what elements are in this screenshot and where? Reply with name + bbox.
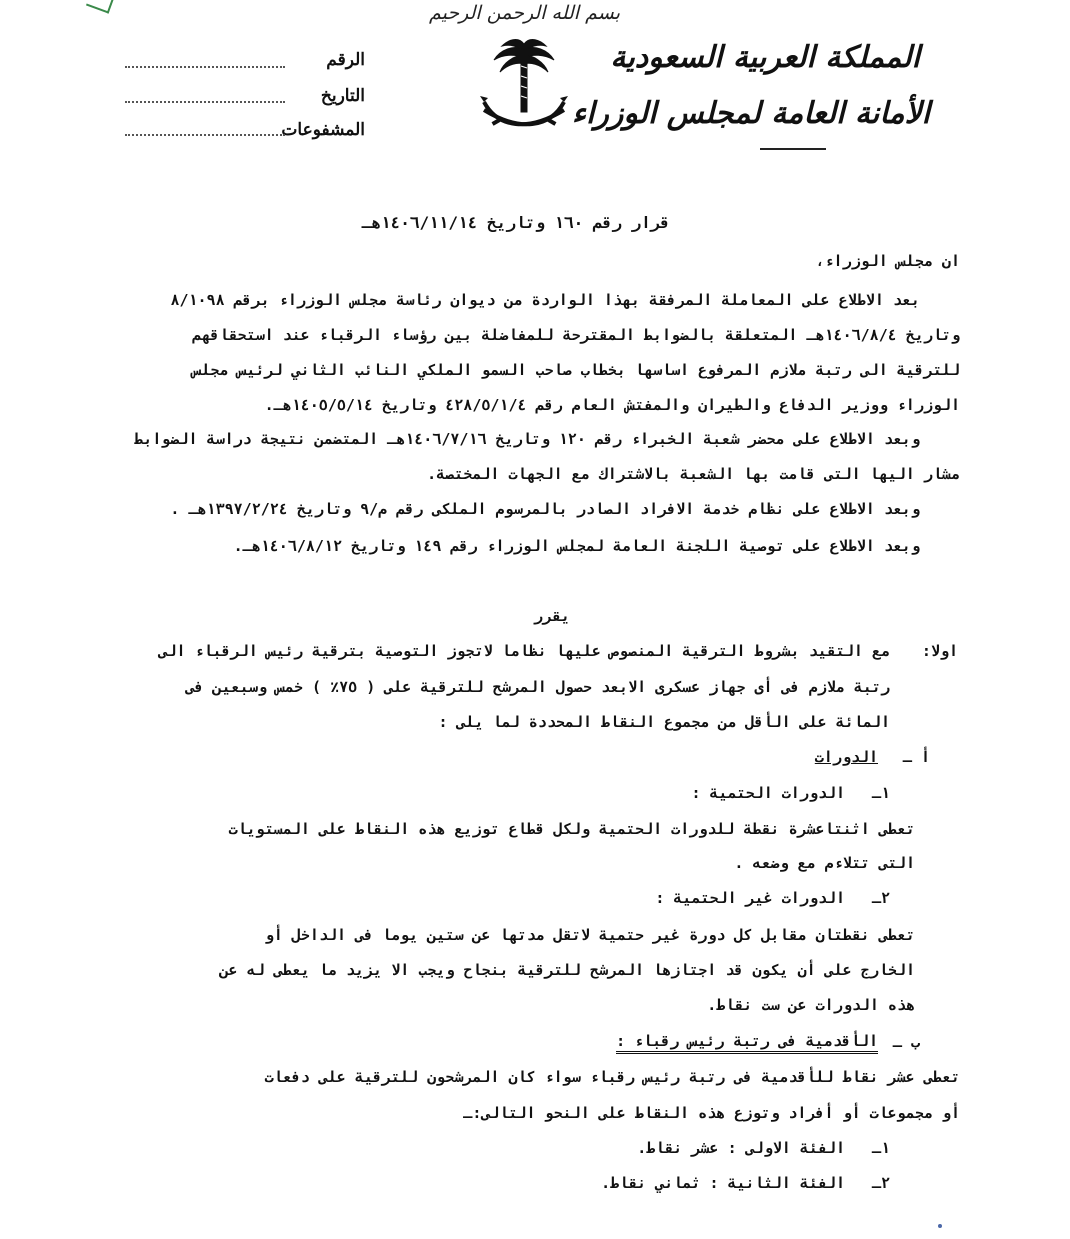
green-corner-mark — [86, 0, 114, 14]
header-rule — [760, 148, 826, 150]
category-number: ٢ـ — [871, 1174, 890, 1192]
recital-line: وبعد الاطلاع على توصية اللجنة العامة لمجلس الوزراء رقم ١٤٩ وتاريخ ١٤٠٦/٨/١٢هـ. — [233, 537, 920, 555]
item-number: ٢ـ — [871, 889, 890, 907]
section-a-title: الدورات — [814, 748, 878, 766]
section-b-line: تعطى عشر نقاط للأقدمية فى رتبة رئيس رقباء سواء كان المرشحون للترقية على دفعات — [264, 1068, 960, 1086]
ref-date-field — [125, 101, 285, 103]
item-number: ١ـ — [871, 784, 890, 802]
article-first-label: اولا: — [921, 642, 958, 660]
item-line: التى تتلاءم مع وضعه . — [734, 854, 915, 872]
ref-date-label: التاريخ — [320, 86, 365, 106]
recital-line: الوزراء ووزير الدفاع والطيران والمفتش العام رقم ٤٢٨/٥/١/٤ وتاريخ ١٤٠٥/٥/١٤هـ. — [264, 396, 960, 414]
basmala: بسم الله الرحمن الرحيم — [429, 2, 620, 24]
item-line: الخارج على أن يكون قد اجتازها المرشح للترقية بنجاح ويجب الا يزيد ما يعطى له عن — [219, 961, 915, 979]
recital-line: وبعد الاطلاع على محضر شعبة الخبراء رقم ١٢٠ وتاريخ ١٤٠٦/٧/١٦هـ المتضمن نتيجة دراسة الضوابط — [134, 430, 920, 448]
section-b-label: ب ـ — [892, 1033, 920, 1051]
recital-line: بعد الاطلاع على المعاملة المرفقة بهذا الواردة من ديوان رئاسة مجلس الوزراء برقم ٨/١٠٩٨ — [170, 291, 920, 309]
item-line: تعطى اثنتاعشرة نقطة للدورات الحتمية ولكل قطاع توزيع هذه النقاط على المستويات — [228, 820, 915, 838]
article-first-line: مع التقيد بشروط الترقية المنصوص عليها نظاما لاتجوز التوصية بترقية رئيس الرقباء الى — [158, 642, 890, 660]
saudi-emblem-icon — [478, 36, 570, 140]
ref-number-field — [125, 66, 285, 68]
recital-line: وتاريخ ١٤٠٦/٨/٤هـ المتعلقة بالضوابط المقترحة للمفاضلة بين رؤساء الرقباء عند استحقاقهم — [192, 326, 960, 344]
kingdom-name: المملكة العربية السعودية — [610, 40, 920, 75]
item-line: هذه الدورات عن ست نقاط. — [707, 996, 915, 1014]
section-b-title: الأقدمية فى رتبة رئيس رقباء : — [616, 1032, 878, 1054]
decides-heading: يقرر — [533, 607, 570, 625]
recital-line: وبعد الاطلاع على نظام خدمة الافراد الصادر بالمرسوم الملكى رقم م/٩ وتاريخ ١٣٩٧/٢/٢٤هـ . — [170, 500, 920, 518]
category-text: الفئة الاولى : عشر نقاط. — [637, 1139, 845, 1157]
ref-attachments-label: المشفوعات — [281, 120, 365, 140]
ref-attachments-field — [125, 134, 285, 136]
article-first-line: المائة على الأقل من مجموع النقاط المحددة لما يلى : — [438, 713, 890, 731]
decision-title: قرار رقم ١٦٠ وتاريخ ١٤٠٦/١١/١٤هـ — [361, 213, 670, 232]
section-a-label: أ ـ — [902, 748, 930, 766]
item-line: تعطى نقطتان مقابل كل دورة غير حتمية لاتقل مدتها عن ستين يوما فى الداخل أو — [264, 926, 915, 944]
recital-line: مشار اليها التى قامت بها الشعبة بالاشتراك مع الجهات المختصة. — [427, 465, 960, 483]
item-title: الدورات غير الحتمية : — [655, 889, 845, 907]
blue-ink-dot — [938, 1224, 942, 1228]
section-b-line: أو مجموعات أو أفراد وتوزع هذه النقاط على النحو التالى:ـ — [463, 1104, 960, 1122]
secretariat-name: الأمانة العامة لمجلس الوزراء — [571, 96, 930, 131]
article-first-line: رتبة ملازم فى أى جهاز عسكرى الابعد حصول المرشح للترقية على ( ٧٥٪ ) خمس وسبعين فى — [185, 678, 890, 696]
item-title: الدورات الحتمية : — [691, 784, 845, 802]
council-intro: ان مجلس الوزراء، — [815, 252, 960, 270]
recital-line: للترقية الى رتبة ملازم المرفوع اساسها بخطاب صاحب السمو الملكي النائب الثاني لرئيس مجلس — [192, 361, 960, 379]
ref-number-label: الرقم — [326, 50, 365, 70]
category-text: الفئة الثانية : ثماني نقاط. — [601, 1174, 845, 1192]
category-number: ١ـ — [871, 1139, 890, 1157]
